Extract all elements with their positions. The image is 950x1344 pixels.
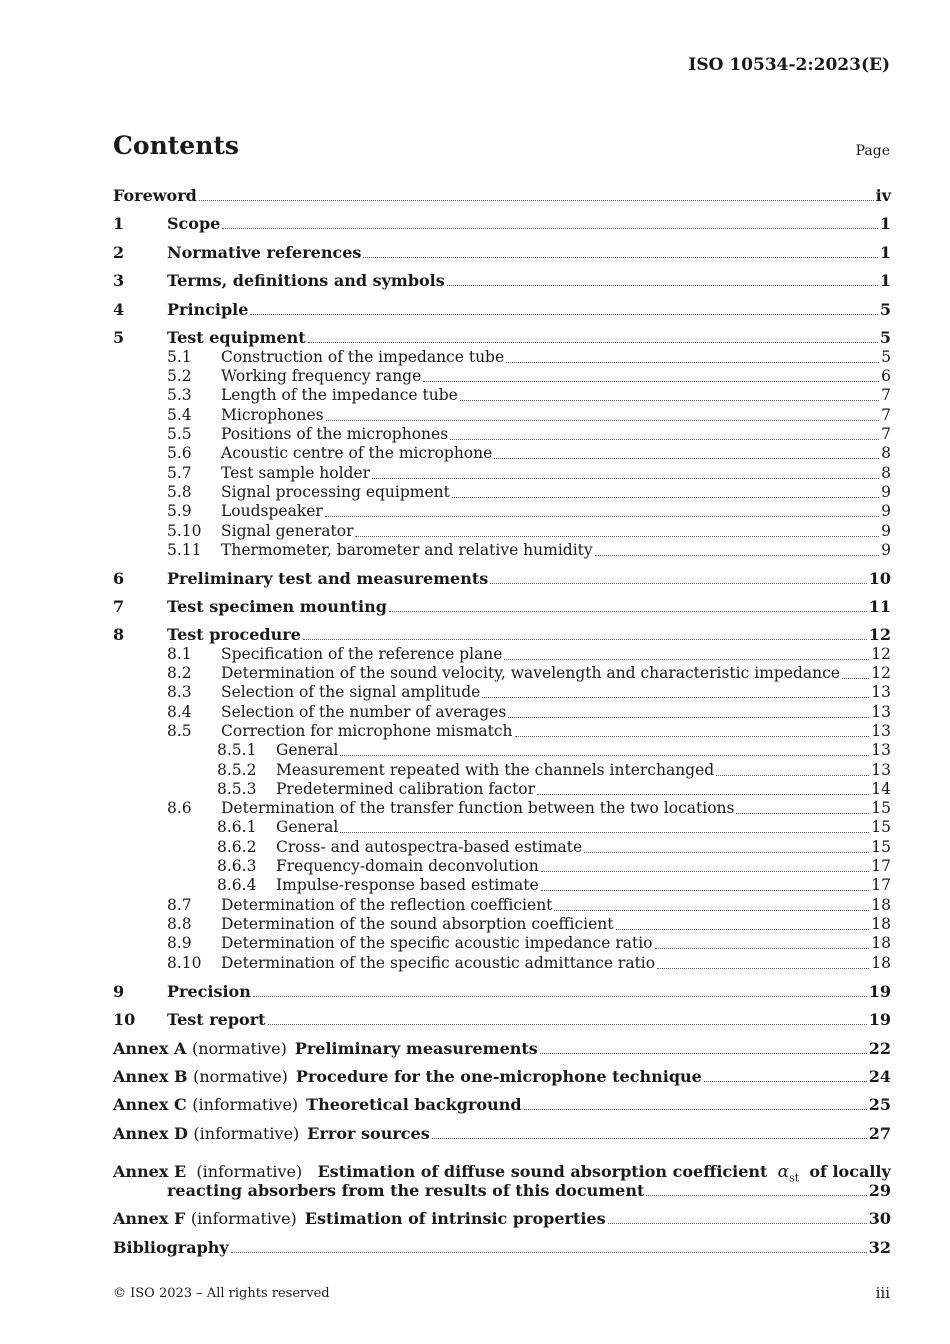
toc-entry-number: 5.4 bbox=[167, 406, 192, 424]
dot-leader bbox=[423, 380, 879, 382]
annex-kind: (normative) bbox=[193, 1067, 288, 1086]
toc-entry-number: 8.2 bbox=[167, 664, 192, 682]
toc-entry-foreword[interactable] bbox=[113, 185, 891, 206]
toc-entry-number: 5.8 bbox=[167, 483, 192, 501]
dot-leader bbox=[372, 477, 879, 479]
toc-entry-number: 5.11 bbox=[167, 541, 202, 559]
toc-entry-8-6-4[interactable] bbox=[217, 875, 891, 896]
toc-entry-title-cont: of locally bbox=[809, 1162, 891, 1181]
toc-entry-number: 8.10 bbox=[167, 954, 202, 972]
dot-leader bbox=[506, 361, 879, 363]
toc-entry-8-5-2[interactable] bbox=[217, 760, 891, 781]
toc-entry-number: 8.1 bbox=[167, 645, 192, 663]
toc-entry-8-9[interactable] bbox=[167, 933, 891, 954]
toc-entry-title: Preliminary measurements bbox=[294, 1039, 538, 1058]
toc-entry-number: 5.9 bbox=[167, 502, 192, 520]
annex-kind: (informative) bbox=[196, 1162, 303, 1181]
toc-entry-title: Predetermined calibration factor bbox=[276, 780, 536, 798]
toc-entry-section-6[interactable] bbox=[113, 568, 891, 589]
toc-entry-title: Estimation of diffuse sound absorption coefficient bbox=[317, 1162, 768, 1181]
dot-leader bbox=[303, 638, 867, 640]
toc-entry-8-6-1[interactable] bbox=[217, 817, 891, 838]
toc-entry-number: 5.2 bbox=[167, 367, 192, 385]
toc-entry-section-2[interactable] bbox=[113, 242, 891, 263]
toc-entry-page: 9 bbox=[881, 522, 891, 540]
toc-entry-page: 32 bbox=[868, 1238, 891, 1257]
toc-entry-page: 13 bbox=[871, 703, 891, 721]
dot-leader bbox=[253, 995, 867, 997]
toc-entry-number: 8.3 bbox=[167, 683, 192, 701]
toc-entry-5-7[interactable] bbox=[167, 463, 891, 484]
toc-entry-title: Theoretical background bbox=[306, 1095, 522, 1114]
toc-entry-number: 5.1 bbox=[167, 348, 192, 366]
toc-entry-8-6-3[interactable] bbox=[217, 856, 891, 877]
dot-leader bbox=[508, 716, 869, 718]
toc-entry-title: Test sample holder bbox=[221, 464, 371, 482]
toc-entry-section-10[interactable] bbox=[113, 1009, 891, 1030]
toc-entry-title: Principle bbox=[167, 300, 249, 319]
toc-entry-number: 1 bbox=[113, 214, 125, 233]
toc-entry-page: 7 bbox=[881, 425, 891, 443]
toc-entry-title: Impulse-response based estimate bbox=[276, 876, 539, 894]
toc-entry-page: iv bbox=[875, 186, 891, 205]
toc-entry-number: 8.6.1 bbox=[217, 818, 257, 836]
toc-entry-page: 13 bbox=[871, 683, 891, 701]
toc-entry-title: Positions of the microphones bbox=[221, 425, 449, 443]
toc-entry-number: 8.8 bbox=[167, 915, 192, 933]
toc-entry-5-3[interactable] bbox=[167, 385, 891, 406]
annex-kind: (informative) bbox=[190, 1209, 297, 1228]
annex-label: Annex D bbox=[113, 1124, 188, 1143]
dot-leader bbox=[460, 399, 879, 401]
toc-entry-5-5[interactable] bbox=[167, 424, 891, 445]
toc-entry-page: 6 bbox=[881, 367, 891, 385]
dot-leader bbox=[554, 909, 869, 911]
toc-entry-5-11[interactable] bbox=[167, 540, 891, 561]
toc-entry-5-8[interactable] bbox=[167, 482, 891, 503]
dot-leader bbox=[608, 1222, 867, 1224]
dot-leader bbox=[340, 754, 869, 756]
dot-leader bbox=[541, 870, 870, 872]
toc-entry-number: 7 bbox=[113, 597, 125, 616]
annex-label: Annex A bbox=[113, 1039, 187, 1058]
dot-leader bbox=[736, 812, 869, 814]
toc-entry-page: 18 bbox=[871, 954, 891, 972]
dot-leader bbox=[541, 889, 870, 891]
dot-leader bbox=[452, 496, 879, 498]
toc-entry-page: 15 bbox=[871, 799, 891, 817]
annex-label: Annex F bbox=[113, 1209, 186, 1228]
toc-entry-page: 9 bbox=[881, 483, 891, 501]
toc-entry-page: 19 bbox=[868, 982, 891, 1001]
toc-entry-title: Precision bbox=[167, 982, 251, 1001]
toc-entry-number: 3 bbox=[113, 271, 125, 290]
toc-entry-title: Loudspeaker bbox=[221, 502, 323, 520]
toc-entry-page: 7 bbox=[881, 406, 891, 424]
toc-entry-page: 18 bbox=[871, 915, 891, 933]
toc-entry-page: 5 bbox=[879, 300, 891, 319]
toc-entry-title: Microphones bbox=[221, 406, 324, 424]
dot-leader bbox=[447, 284, 878, 286]
dot-leader bbox=[646, 1194, 866, 1196]
toc-entry-8-10[interactable] bbox=[167, 953, 891, 974]
toc-entry-5-1[interactable] bbox=[167, 347, 891, 368]
toc-entry-page: 12 bbox=[871, 664, 891, 682]
dot-leader bbox=[231, 1251, 867, 1253]
toc-entry-section-3[interactable] bbox=[113, 270, 891, 291]
toc-entry-page: 1 bbox=[879, 271, 891, 290]
toc-entry-number: 8.5.1 bbox=[217, 741, 257, 759]
toc-entry-page: 17 bbox=[871, 876, 891, 894]
toc-entry-page: 27 bbox=[868, 1124, 891, 1143]
toc-entry-number: 8.5.3 bbox=[217, 780, 257, 798]
dot-leader bbox=[250, 313, 877, 315]
toc-entry-annex-a[interactable] bbox=[113, 1038, 891, 1059]
toc-entry-title: Determination of the sound velocity, wavelength and characteristic impedance bbox=[221, 664, 840, 682]
toc-entry-number: 5.5 bbox=[167, 425, 192, 443]
toc-entry-title: Scope bbox=[167, 214, 221, 233]
toc-entry-page: 5 bbox=[881, 348, 891, 366]
dot-leader bbox=[616, 928, 870, 930]
dot-leader bbox=[450, 438, 879, 440]
toc-entry-number: 8.9 bbox=[167, 934, 192, 952]
toc-entry-number: 2 bbox=[113, 243, 125, 262]
toc-entry-page: 22 bbox=[868, 1039, 891, 1058]
toc-entry-page: 25 bbox=[868, 1095, 891, 1114]
toc-entry-title: reacting absorbers from the results of this document bbox=[167, 1181, 645, 1200]
toc-entry-number: 6 bbox=[113, 569, 125, 588]
dot-leader bbox=[537, 793, 869, 795]
annex-kind: (normative) bbox=[191, 1039, 287, 1058]
toc-entry-page: 17 bbox=[871, 857, 891, 875]
toc-entry-8-6-2[interactable] bbox=[217, 837, 891, 858]
toc-entry-page: 11 bbox=[868, 597, 891, 616]
toc-entry-number: 4 bbox=[113, 300, 125, 319]
dot-leader bbox=[482, 696, 869, 698]
toc-entry-5-10[interactable] bbox=[167, 521, 891, 542]
dot-leader bbox=[490, 582, 866, 584]
toc-entry-page: 15 bbox=[871, 838, 891, 856]
toc-entry-8-4[interactable] bbox=[167, 702, 891, 723]
toc-entry-title: Test specimen mounting bbox=[167, 597, 387, 616]
toc-entry-section-7[interactable] bbox=[113, 596, 891, 617]
toc-entry-annex-b[interactable] bbox=[113, 1066, 891, 1087]
toc-entry-8-5-1[interactable] bbox=[217, 740, 891, 761]
copyright-notice: © ISO 2023 – All rights reserved bbox=[113, 1286, 330, 1301]
toc-entry-title: Construction of the impedance tube bbox=[221, 348, 505, 366]
toc-entry-page: 19 bbox=[868, 1010, 891, 1029]
toc-entry-8-2[interactable] bbox=[167, 663, 891, 684]
toc-entry-number: 8 bbox=[113, 625, 125, 644]
toc-entry-section-1[interactable] bbox=[113, 213, 891, 234]
toc-entry-page: 15 bbox=[871, 818, 891, 836]
toc-entry-page: 13 bbox=[871, 722, 891, 740]
page-column-label: Page bbox=[855, 143, 890, 159]
dot-leader bbox=[584, 851, 869, 853]
dot-leader bbox=[222, 227, 878, 229]
toc-entry-title: Signal processing equipment bbox=[221, 483, 450, 501]
page-title: Contents bbox=[113, 131, 240, 160]
toc-entry-page: 10 bbox=[868, 569, 891, 588]
dot-leader bbox=[308, 341, 878, 343]
dot-leader bbox=[268, 1023, 867, 1025]
annex-label: Annex C bbox=[113, 1095, 187, 1114]
toc-entry-title: Normative references bbox=[167, 243, 362, 262]
toc-entry-number: 5 bbox=[113, 328, 125, 347]
toc-entry-page: 13 bbox=[871, 761, 891, 779]
toc-entry-section-5[interactable] bbox=[113, 327, 891, 348]
toc-entry-title: Acoustic centre of the microphone bbox=[221, 444, 493, 462]
toc-entry-annex-e-line2[interactable] bbox=[167, 1180, 891, 1201]
toc-entry-title: Test equipment bbox=[167, 328, 306, 347]
toc-entry-title: Signal generator bbox=[221, 522, 354, 540]
toc-entry-page: 12 bbox=[871, 645, 891, 663]
toc-entry-section-4[interactable] bbox=[113, 299, 891, 320]
toc-entry-annex-f[interactable] bbox=[113, 1208, 891, 1229]
toc-entry-title: General bbox=[276, 741, 339, 759]
toc-entry-number: 5.3 bbox=[167, 386, 192, 404]
toc-entry-title: General bbox=[276, 818, 339, 836]
toc-entry-page: 5 bbox=[879, 328, 891, 347]
toc-entry-section-8[interactable] bbox=[113, 624, 891, 645]
toc-entry-page: 1 bbox=[879, 243, 891, 262]
dot-leader bbox=[389, 610, 867, 612]
toc-entry-number: 5.6 bbox=[167, 444, 192, 462]
alpha-symbol: $\alpha_{st}$ bbox=[777, 1162, 800, 1185]
toc-entry-title: Estimation of intrinsic properties bbox=[304, 1209, 606, 1228]
toc-entry-8-5-3[interactable] bbox=[217, 779, 891, 800]
toc-entry-title: Length of the impedance tube bbox=[221, 386, 458, 404]
toc-entry-title: Selection of the signal amplitude bbox=[221, 683, 481, 701]
toc-entry-number: 9 bbox=[113, 982, 125, 1001]
toc-entry-number: 8.4 bbox=[167, 703, 192, 721]
dot-leader bbox=[325, 515, 879, 517]
toc-entry-number: 8.5 bbox=[167, 722, 192, 740]
toc-entry-title: Determination of the reflection coefficient bbox=[221, 896, 553, 914]
toc-entry-5-4[interactable] bbox=[167, 405, 891, 426]
toc-entry-title: Error sources bbox=[307, 1124, 430, 1143]
toc-entry-section-9[interactable] bbox=[113, 981, 891, 1002]
toc-entry-page: 30 bbox=[868, 1209, 891, 1228]
toc-entry-title: Determination of the specific acoustic impedance ratio bbox=[221, 934, 653, 952]
toc-entry-number: 10 bbox=[113, 1010, 136, 1029]
toc-entry-title: Selection of the number of averages bbox=[221, 703, 507, 721]
toc-entry-page: 13 bbox=[871, 741, 891, 759]
toc-entry-page: 8 bbox=[881, 464, 891, 482]
toc-entry-8-6[interactable] bbox=[167, 798, 891, 819]
toc-entry-8-5[interactable] bbox=[167, 721, 891, 742]
annex-kind: (informative) bbox=[193, 1124, 300, 1143]
toc-entry-title: Working frequency range bbox=[221, 367, 422, 385]
toc-entry-8-7[interactable] bbox=[167, 895, 891, 916]
dot-leader bbox=[355, 535, 879, 537]
toc-entry-page: 1 bbox=[879, 214, 891, 233]
toc-entry-title: Correction for microphone mismatch bbox=[221, 722, 513, 740]
toc-entry-8-1[interactable] bbox=[167, 644, 891, 665]
toc-entry-title: Specification of the reference plane bbox=[221, 645, 503, 663]
toc-entry-title: Determination of the sound absorption coefficient bbox=[221, 915, 614, 933]
toc-entry-number: 8.6 bbox=[167, 799, 192, 817]
dot-leader bbox=[716, 774, 869, 776]
toc-entry-page: 14 bbox=[871, 780, 891, 798]
toc-entry-bibliography[interactable] bbox=[113, 1237, 891, 1258]
toc-entry-annex-d[interactable] bbox=[113, 1123, 891, 1144]
dot-leader bbox=[432, 1137, 867, 1139]
document-id: ISO 10534-2:2023(E) bbox=[688, 55, 890, 75]
toc-entry-title: Thermometer, barometer and relative humidity bbox=[221, 541, 593, 559]
toc-entry-number: 8.5.2 bbox=[217, 761, 257, 779]
toc-entry-title: Preliminary test and measurements bbox=[167, 569, 489, 588]
toc-entry-title: Test report bbox=[167, 1010, 266, 1029]
toc-entry-title: Determination of the specific acoustic admittance ratio bbox=[221, 954, 656, 972]
toc-entry-number: 8.6.2 bbox=[217, 838, 257, 856]
dot-leader bbox=[704, 1080, 867, 1082]
toc-entry-number: 5.7 bbox=[167, 464, 192, 482]
toc-entry-number: 5.10 bbox=[167, 522, 202, 540]
toc-entry-title: Test procedure bbox=[167, 625, 301, 644]
dot-leader bbox=[326, 419, 880, 421]
annex-label: Annex E bbox=[113, 1162, 187, 1181]
toc-entry-8-8[interactable] bbox=[167, 914, 891, 935]
toc-entry-page: 9 bbox=[881, 541, 891, 559]
toc-entry-title: Foreword bbox=[113, 186, 197, 205]
dot-leader bbox=[494, 457, 879, 459]
annex-label: Annex B bbox=[113, 1067, 188, 1086]
dot-leader bbox=[655, 947, 870, 949]
toc-entry-page: 9 bbox=[881, 502, 891, 520]
dot-leader bbox=[199, 199, 874, 201]
dot-leader bbox=[657, 967, 869, 969]
dot-leader bbox=[340, 831, 869, 833]
dot-leader bbox=[842, 677, 869, 679]
toc-entry-page: 7 bbox=[881, 386, 891, 404]
toc-entry-5-9[interactable] bbox=[167, 501, 891, 522]
toc-entry-8-3[interactable] bbox=[167, 682, 891, 703]
toc-entry-5-2[interactable] bbox=[167, 366, 891, 387]
toc-entry-title: Measurement repeated with the channels interchanged bbox=[276, 761, 715, 779]
toc-entry-title: Bibliography bbox=[113, 1238, 229, 1257]
toc-entry-title: Determination of the transfer function between the two locations bbox=[221, 799, 735, 817]
dot-leader bbox=[504, 658, 869, 660]
toc-entry-page: 29 bbox=[868, 1181, 891, 1200]
toc-entry-title: Cross- and autospectra-based estimate bbox=[276, 838, 583, 856]
toc-entry-number: 8.6.4 bbox=[217, 876, 257, 894]
toc-entry-annex-c[interactable] bbox=[113, 1094, 891, 1115]
toc-entry-title: Frequency-domain deconvolution bbox=[276, 857, 539, 875]
dot-leader bbox=[540, 1052, 867, 1054]
annex-kind: (informative) bbox=[192, 1095, 299, 1114]
toc-entry-page: 18 bbox=[871, 934, 891, 952]
toc-entry-page: 18 bbox=[871, 896, 891, 914]
toc-entry-title: Terms, definitions and symbols bbox=[167, 271, 445, 290]
toc-entry-page: 8 bbox=[881, 444, 891, 462]
toc-entry-number: 8.7 bbox=[167, 896, 192, 914]
dot-leader bbox=[524, 1108, 867, 1110]
toc-entry-page: 24 bbox=[868, 1067, 891, 1086]
toc-entry-5-6[interactable] bbox=[167, 443, 891, 464]
dot-leader bbox=[515, 735, 870, 737]
toc-entry-title: Procedure for the one-microphone technique bbox=[295, 1067, 702, 1086]
toc-entry-page: 12 bbox=[868, 625, 891, 644]
dot-leader bbox=[363, 256, 877, 258]
toc-entry-number: 8.6.3 bbox=[217, 857, 257, 875]
page-number: iii bbox=[875, 1284, 890, 1302]
dot-leader bbox=[595, 554, 879, 556]
